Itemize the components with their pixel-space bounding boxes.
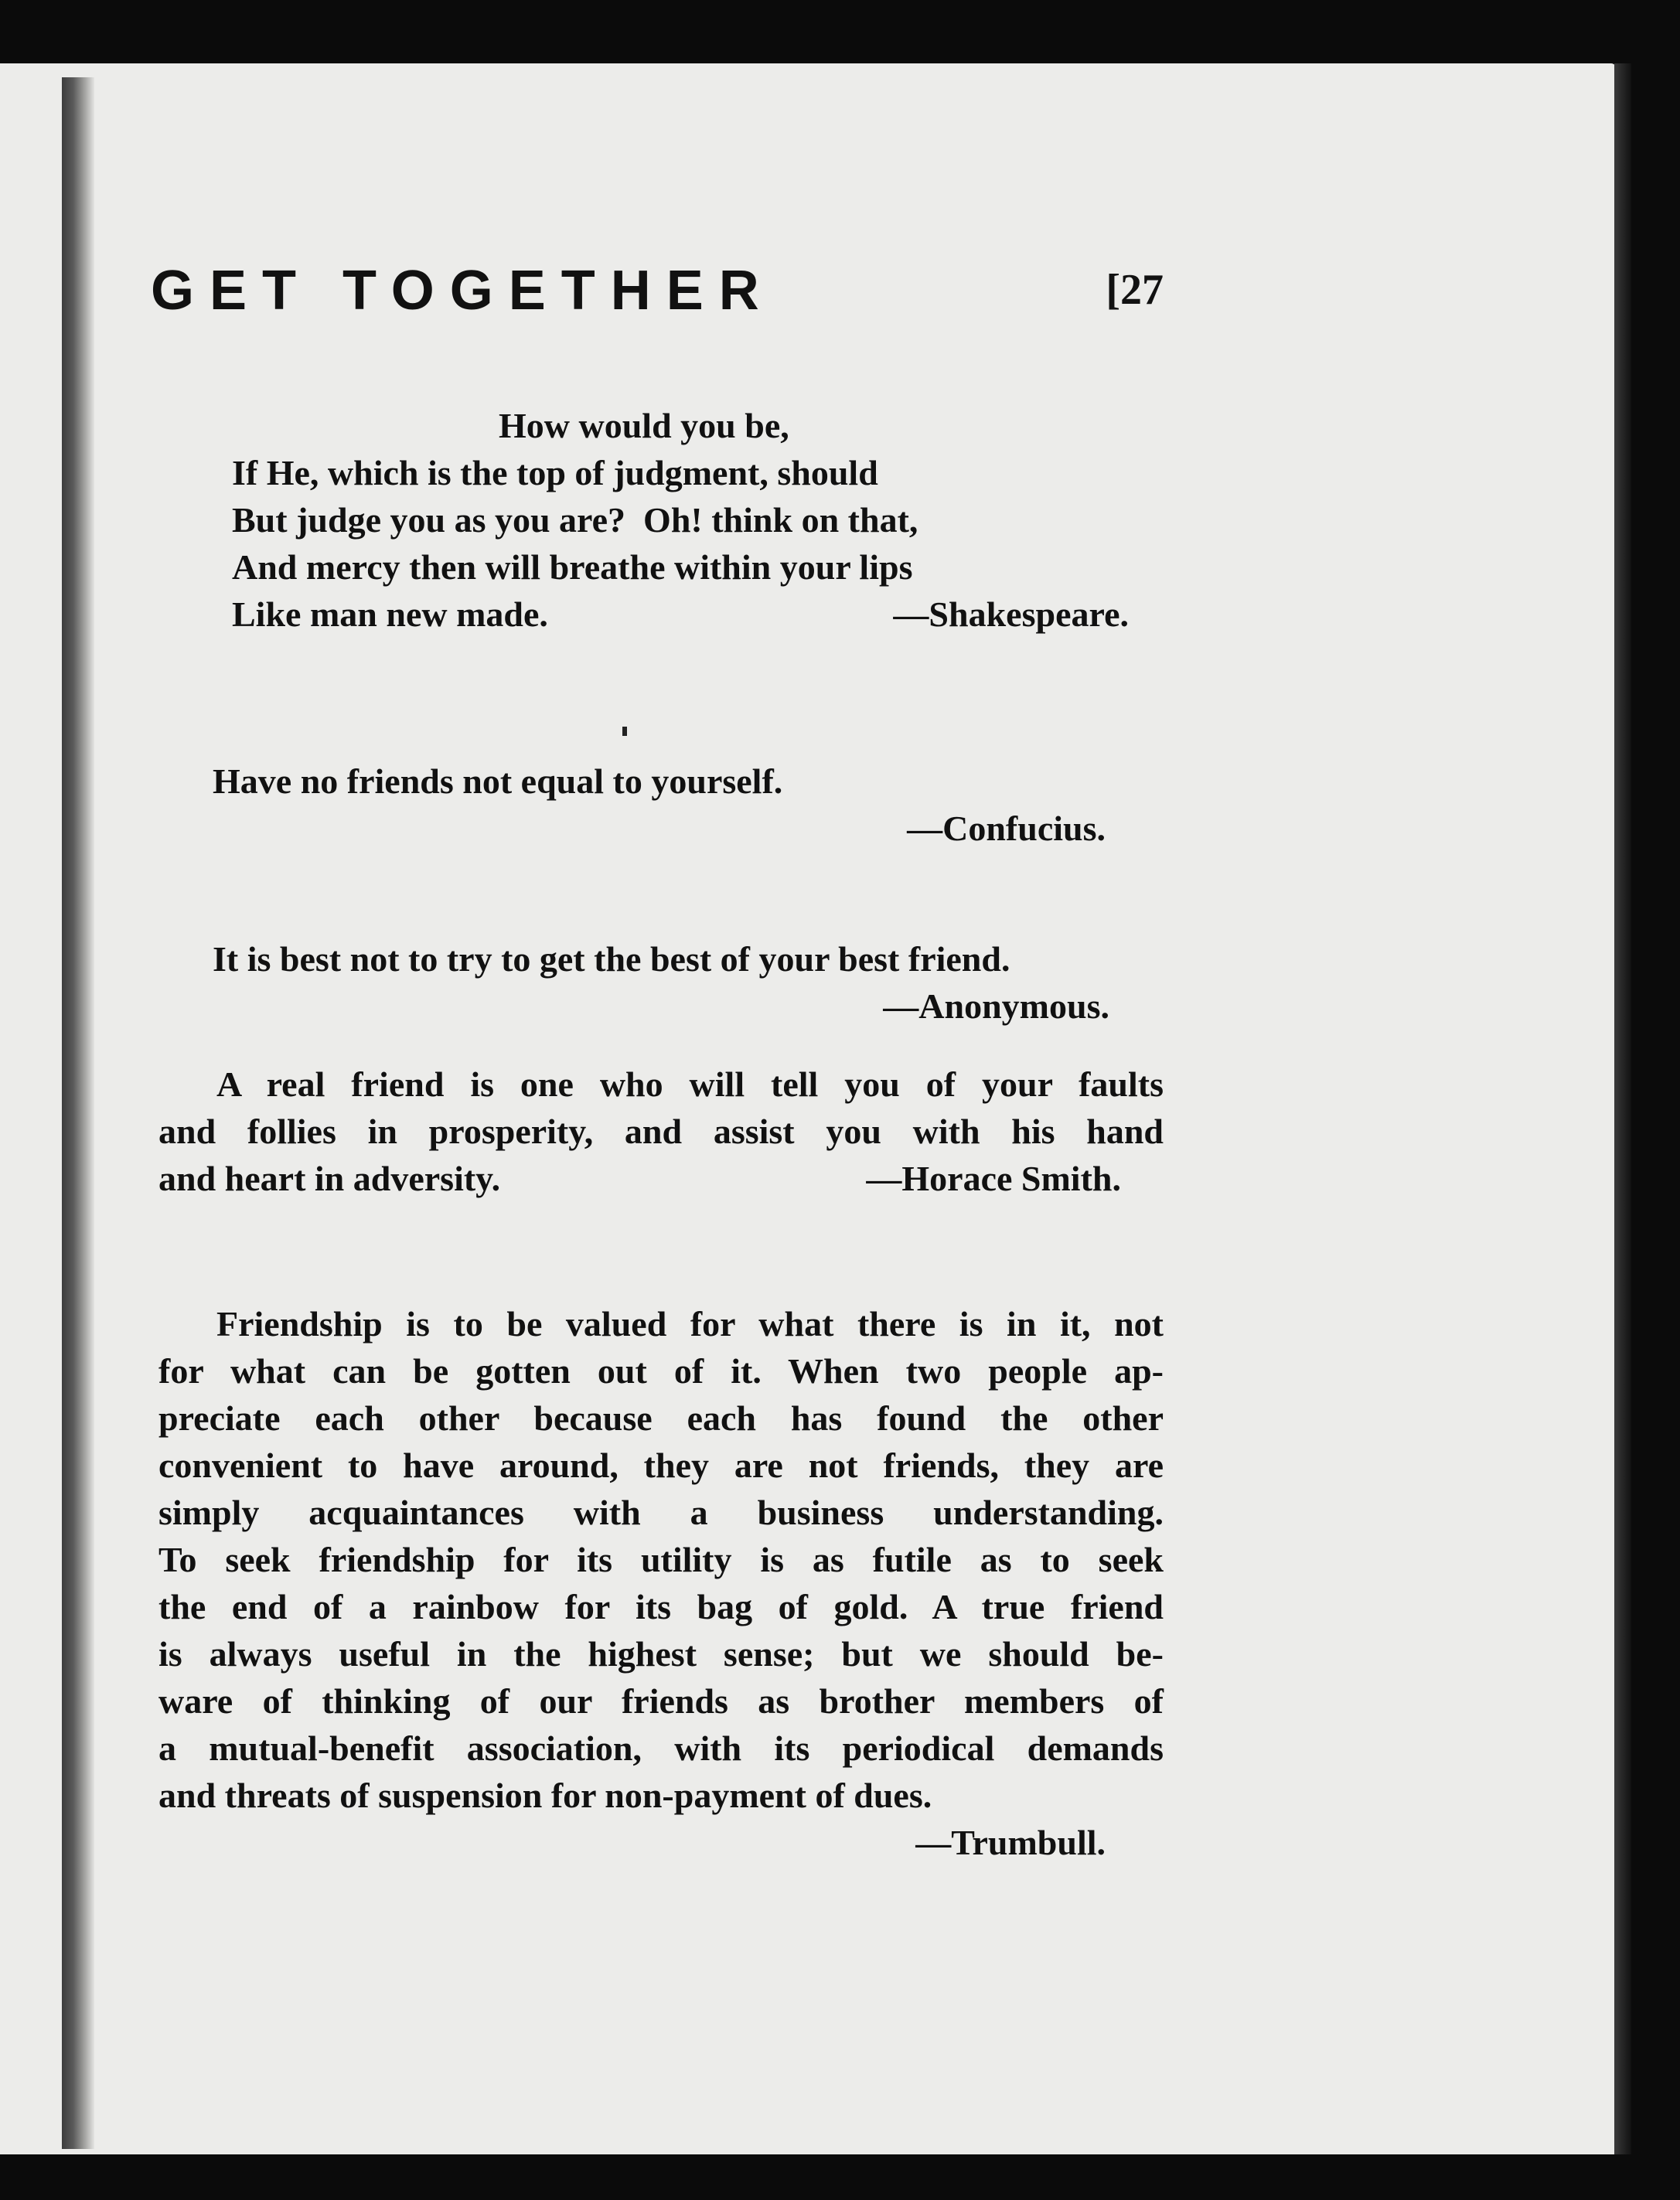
page-number: [27 bbox=[1106, 266, 1164, 314]
attribution: —Confucius. bbox=[907, 809, 1106, 848]
running-head bbox=[151, 259, 1164, 329]
verse-line: How would you be, bbox=[499, 406, 789, 445]
verse-line: And mercy then will breathe within your lips bbox=[232, 547, 913, 587]
verse-line: If He, which is the top of judgment, should bbox=[232, 453, 878, 492]
quote-confucius bbox=[213, 758, 1106, 852]
quote-last-row bbox=[158, 1155, 1164, 1202]
paragraph-line: and threats of suspension for non-payment of dues. bbox=[158, 1776, 932, 1815]
quote-line: and heart in adversity. bbox=[158, 1159, 501, 1198]
attribution: —Shakespeare. bbox=[893, 594, 1129, 634]
quote-shakespeare bbox=[232, 402, 1129, 638]
quote-line: and follies in prosperity, and assist you with his hand bbox=[158, 1112, 1164, 1151]
paragraph-line: ware of thinking of our friends as brother members of bbox=[158, 1681, 1164, 1721]
attribution: —Trumbull. bbox=[915, 1823, 1106, 1862]
quote-line: A real friend is one who will tell you of your faults bbox=[216, 1064, 1164, 1104]
paragraph-line: simply acquaintances with a business understanding. bbox=[158, 1493, 1164, 1532]
verse-line: But judge you as you are? Oh! think on that, bbox=[232, 500, 918, 540]
paragraph-line: preciate each other because each has found the other bbox=[158, 1398, 1164, 1438]
quote-horace-smith bbox=[158, 1061, 1164, 1202]
verse-last-row bbox=[232, 591, 1129, 638]
attribution: —Anonymous. bbox=[883, 986, 1109, 1026]
quote-trumbull bbox=[158, 1300, 1164, 1866]
paragraph-line: To seek friendship for its utility is as futile as to seek bbox=[158, 1540, 1164, 1579]
paragraph-line: a mutual-benefit association, with its periodical demands bbox=[158, 1728, 1164, 1768]
verse-line: Like man new made. bbox=[232, 594, 548, 634]
paragraph-line: is always useful in the highest sense; but we should be- bbox=[158, 1634, 1164, 1674]
paragraph-line: convenient to have around, they are not friends, they are bbox=[158, 1446, 1164, 1485]
paragraph-line: the end of a rainbow for its bag of gold. A true friend bbox=[158, 1587, 1164, 1626]
quote-line: Have no friends not equal to yourself. bbox=[213, 761, 783, 801]
page-gutter-shadow bbox=[62, 77, 94, 2149]
paragraph-line: for what can be gotten out of it. When two people ap- bbox=[158, 1351, 1164, 1391]
paragraph-line: Friendship is to be valued for what there is in it, not bbox=[216, 1304, 1164, 1343]
running-title: GET TOGETHER bbox=[151, 260, 775, 322]
quote-line: It is best not to try to get the best of your best friend. bbox=[213, 939, 1010, 979]
page-edge bbox=[1614, 63, 1631, 2154]
attribution: —Horace Smith. bbox=[866, 1159, 1121, 1198]
print-speck bbox=[622, 727, 627, 736]
quote-anonymous bbox=[213, 935, 1164, 1030]
